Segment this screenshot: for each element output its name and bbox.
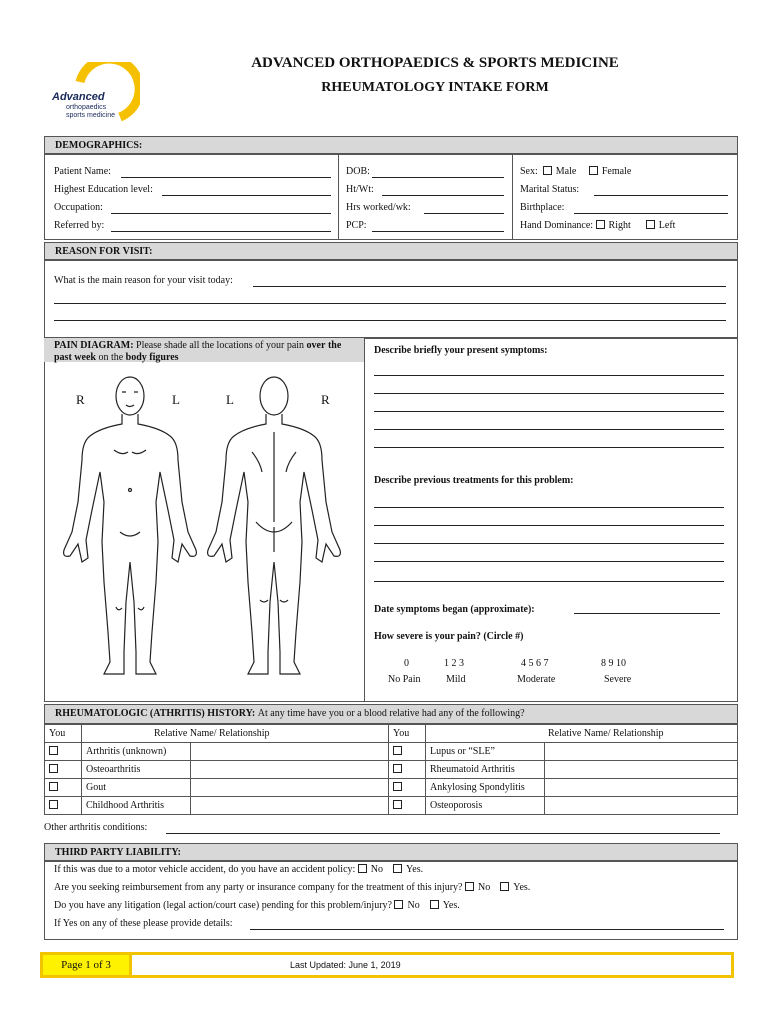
referred-label: Referred by: [54, 220, 105, 231]
birthplace-field[interactable] [574, 213, 728, 214]
last-updated: Last Updated: June 1, 2019 [290, 960, 401, 970]
q2-no-label: No [477, 882, 491, 893]
sex-row [520, 166, 631, 177]
item-left-2: Gout [82, 779, 191, 797]
pain-text-2: over [306, 340, 326, 351]
col-you-left: You [45, 725, 82, 743]
lupus-checkbox[interactable] [393, 746, 402, 755]
label-r-front: R [76, 392, 85, 407]
left-checkbox[interactable] [646, 220, 655, 229]
body-front-figure[interactable] [60, 372, 200, 687]
osteoporosis-checkbox[interactable] [393, 800, 402, 809]
spacer-cell [426, 725, 545, 743]
dob-field[interactable] [372, 177, 504, 178]
hand-label: Hand Dominance: [520, 220, 594, 231]
history-heading: RHEUMATOLOGIC (ATHRITIS) HISTORY: [55, 708, 256, 719]
marital-label: Marital Status: [520, 184, 580, 195]
q1-yes-label: Yes. [406, 864, 424, 875]
patient-name-label: Patient Name: [54, 166, 111, 177]
form-org-title: ADVANCED ORTHOPAEDICS & SPORTS MEDICINE [251, 55, 619, 71]
treatments-label: Describe previous treatments for this problem: [374, 475, 574, 486]
history-heading-text: At any time have you or a blood relative had any of the following? [257, 708, 525, 719]
right-label: Right [608, 220, 631, 231]
q2-yes-checkbox[interactable] [500, 882, 509, 891]
liability-q3-text: Do you have any litigation (legal action/court case) pending for this problem/injury? [54, 900, 392, 911]
treatments-line-2[interactable] [374, 525, 724, 526]
liability-q1 [54, 864, 423, 875]
rheumatoid-checkbox[interactable] [393, 764, 402, 773]
male-label: Male [555, 166, 577, 177]
symptoms-line-5[interactable] [374, 447, 724, 448]
referred-field[interactable] [111, 231, 331, 232]
liability-heading: THIRD PARTY LIABILITY: [44, 843, 738, 862]
date-began-label: Date symptoms began (approximate): [374, 604, 535, 615]
relative-field[interactable] [190, 743, 389, 761]
company-logo [50, 62, 140, 127]
cell [45, 797, 82, 815]
treatments-line-4[interactable] [374, 561, 724, 562]
liability-q1-text: If this was due to a motor vehicle accident, do you have an accident policy: [54, 864, 356, 875]
education-field[interactable] [162, 195, 331, 196]
form-title: RHEUMATOLOGY INTAKE FORM [321, 80, 549, 95]
birthplace-label: Birthplace: [520, 202, 565, 213]
childhood-arthritis-checkbox[interactable] [49, 800, 58, 809]
item-right-1: Rheumatoid Arthritis [426, 761, 545, 779]
htwt-label: Ht/Wt: [346, 184, 374, 195]
scale-3-nums[interactable]: 8 9 10 [601, 658, 626, 669]
liability-q2-text: Are you seeking reimbursement from any party or insurance company for the treatment of this injury? [54, 882, 463, 893]
history-heading-bar [44, 704, 738, 724]
scale-1-label: Mild [446, 674, 466, 685]
reason-box [44, 259, 738, 338]
q3-no-checkbox[interactable] [394, 900, 403, 909]
scale-2-label: Moderate [517, 674, 556, 685]
treatments-line-3[interactable] [374, 543, 724, 544]
reason-line-1[interactable] [253, 286, 726, 287]
scale-3-label: Severe [604, 674, 632, 685]
table-row [45, 797, 738, 815]
reason-line-3[interactable] [54, 320, 726, 321]
liability-q2 [54, 882, 530, 893]
htwt-field[interactable] [382, 195, 504, 196]
occupation-field[interactable] [111, 213, 331, 214]
relative-field[interactable] [190, 797, 389, 815]
symptoms-line-2[interactable] [374, 393, 724, 394]
pain-diagram-title: PAIN DIAGRAM: [54, 340, 134, 351]
relative-field[interactable] [544, 779, 738, 797]
table-row [45, 725, 738, 743]
gout-checkbox[interactable] [49, 782, 58, 791]
dob-label: DOB: [346, 166, 370, 177]
hrs-field[interactable] [424, 213, 504, 214]
symptoms-line-3[interactable] [374, 411, 724, 412]
hrs-label: Hrs worked/wk: [346, 202, 411, 213]
q3-yes-label: Yes. [442, 900, 460, 911]
reason-line-2[interactable] [54, 303, 726, 304]
female-checkbox[interactable] [589, 166, 598, 175]
treatments-line-5[interactable] [374, 581, 724, 582]
sex-label: Sex: [520, 166, 538, 177]
col-relative-right-label: Relative Name/ Relationship [548, 728, 664, 739]
relative-field[interactable] [190, 761, 389, 779]
liability-q4: If Yes on any of these please provide details: [54, 918, 233, 929]
female-label: Female [601, 166, 632, 177]
cell [45, 743, 82, 761]
q1-no-label: No [370, 864, 384, 875]
scale-1-nums[interactable]: 1 2 3 [444, 658, 464, 669]
label-l-front: L [172, 392, 180, 407]
logo-text-1: Advanced [52, 91, 105, 103]
body-back-figure[interactable] [204, 372, 344, 687]
osteoarthritis-checkbox[interactable] [49, 764, 58, 773]
date-began-field[interactable] [574, 613, 720, 614]
pain-text-3: the past week [54, 340, 342, 363]
relative-field[interactable] [190, 779, 389, 797]
cell [45, 761, 82, 779]
reason-heading: REASON FOR VISIT: [44, 242, 738, 261]
q3-no-label: No [407, 900, 420, 911]
q2-no-checkbox[interactable] [465, 882, 474, 891]
marital-field[interactable] [594, 195, 728, 196]
col-relative-left-label: Relative Name/ Relationship [154, 728, 270, 739]
scale-2-nums[interactable]: 4 5 6 7 [521, 658, 549, 669]
symptoms-line-1[interactable] [374, 375, 724, 376]
relative-field[interactable] [544, 743, 738, 761]
reason-question: What is the main reason for your visit today: [54, 275, 233, 286]
page-indicator: Page 1 of 3 [40, 952, 132, 978]
relative-field[interactable] [544, 761, 738, 779]
pcp-field[interactable] [372, 231, 504, 232]
divider [364, 338, 365, 702]
severity-label: How severe is your pain? (Circle #) [374, 631, 524, 642]
logo-text-3: sports medicine [66, 112, 116, 119]
pain-text-4: on the [98, 352, 124, 363]
q1-no-checkbox[interactable] [358, 864, 367, 873]
relative-field[interactable] [544, 797, 738, 815]
scale-0-nums[interactable]: 0 [404, 658, 409, 669]
treatments-line-1[interactable] [374, 507, 724, 508]
table-row [45, 779, 738, 797]
cell [389, 761, 426, 779]
item-left-1: Osteoarthritis [82, 761, 191, 779]
scale-0-label: No Pain [388, 674, 421, 685]
left-label: Left [658, 220, 676, 231]
item-right-2: Ankylosing Spondylitis [426, 779, 545, 797]
liability-q3 [54, 900, 460, 911]
q3-yes-checkbox[interactable] [430, 900, 439, 909]
label-r-back: R [321, 392, 330, 407]
occupation-label: Occupation: [54, 202, 103, 213]
col-relative-left [154, 725, 389, 743]
hand-row [520, 220, 675, 231]
pcp-label: PCP: [346, 220, 367, 231]
label-l-back: L [226, 392, 234, 407]
cell [45, 779, 82, 797]
divider [512, 153, 513, 240]
symptoms-line-4[interactable] [374, 429, 724, 430]
arthritis-unknown-checkbox[interactable] [49, 746, 58, 755]
pain-text-5: body figures [125, 352, 179, 363]
item-right-0: Lupus or “SLE” [426, 743, 545, 761]
cell [389, 779, 426, 797]
divider [338, 153, 339, 240]
table-row [45, 761, 738, 779]
right-checkbox[interactable] [596, 220, 605, 229]
logo-text-2: orthopaedics [66, 104, 107, 111]
male-checkbox[interactable] [543, 166, 552, 175]
cell [389, 743, 426, 761]
pain-diagram-instructions [54, 340, 360, 364]
item-right-3: Osteoporosis [426, 797, 545, 815]
col-you-right: You [389, 725, 426, 743]
col-relative-right [544, 725, 738, 743]
item-left-0: Arthritis (unknown) [82, 743, 191, 761]
symptoms-label: Describe briefly your present symptoms: [374, 345, 548, 356]
other-conditions-label: Other arthritis conditions: [44, 822, 148, 833]
cell [389, 797, 426, 815]
liability-details-field[interactable] [250, 929, 724, 930]
education-label: Highest Education level: [54, 184, 153, 195]
patient-name-field[interactable] [121, 177, 331, 178]
other-conditions-field[interactable] [166, 833, 720, 834]
q1-yes-checkbox[interactable] [393, 864, 402, 873]
history-table [44, 724, 738, 815]
item-left-3: Childhood Arthritis [82, 797, 191, 815]
pain-text-1: Please shade all the locations of your pain [136, 340, 305, 351]
demographics-heading: DEMOGRAPHICS: [44, 136, 738, 155]
q2-yes-label: Yes. [513, 882, 531, 893]
table-row [45, 743, 738, 761]
ankylosing-checkbox[interactable] [393, 782, 402, 791]
